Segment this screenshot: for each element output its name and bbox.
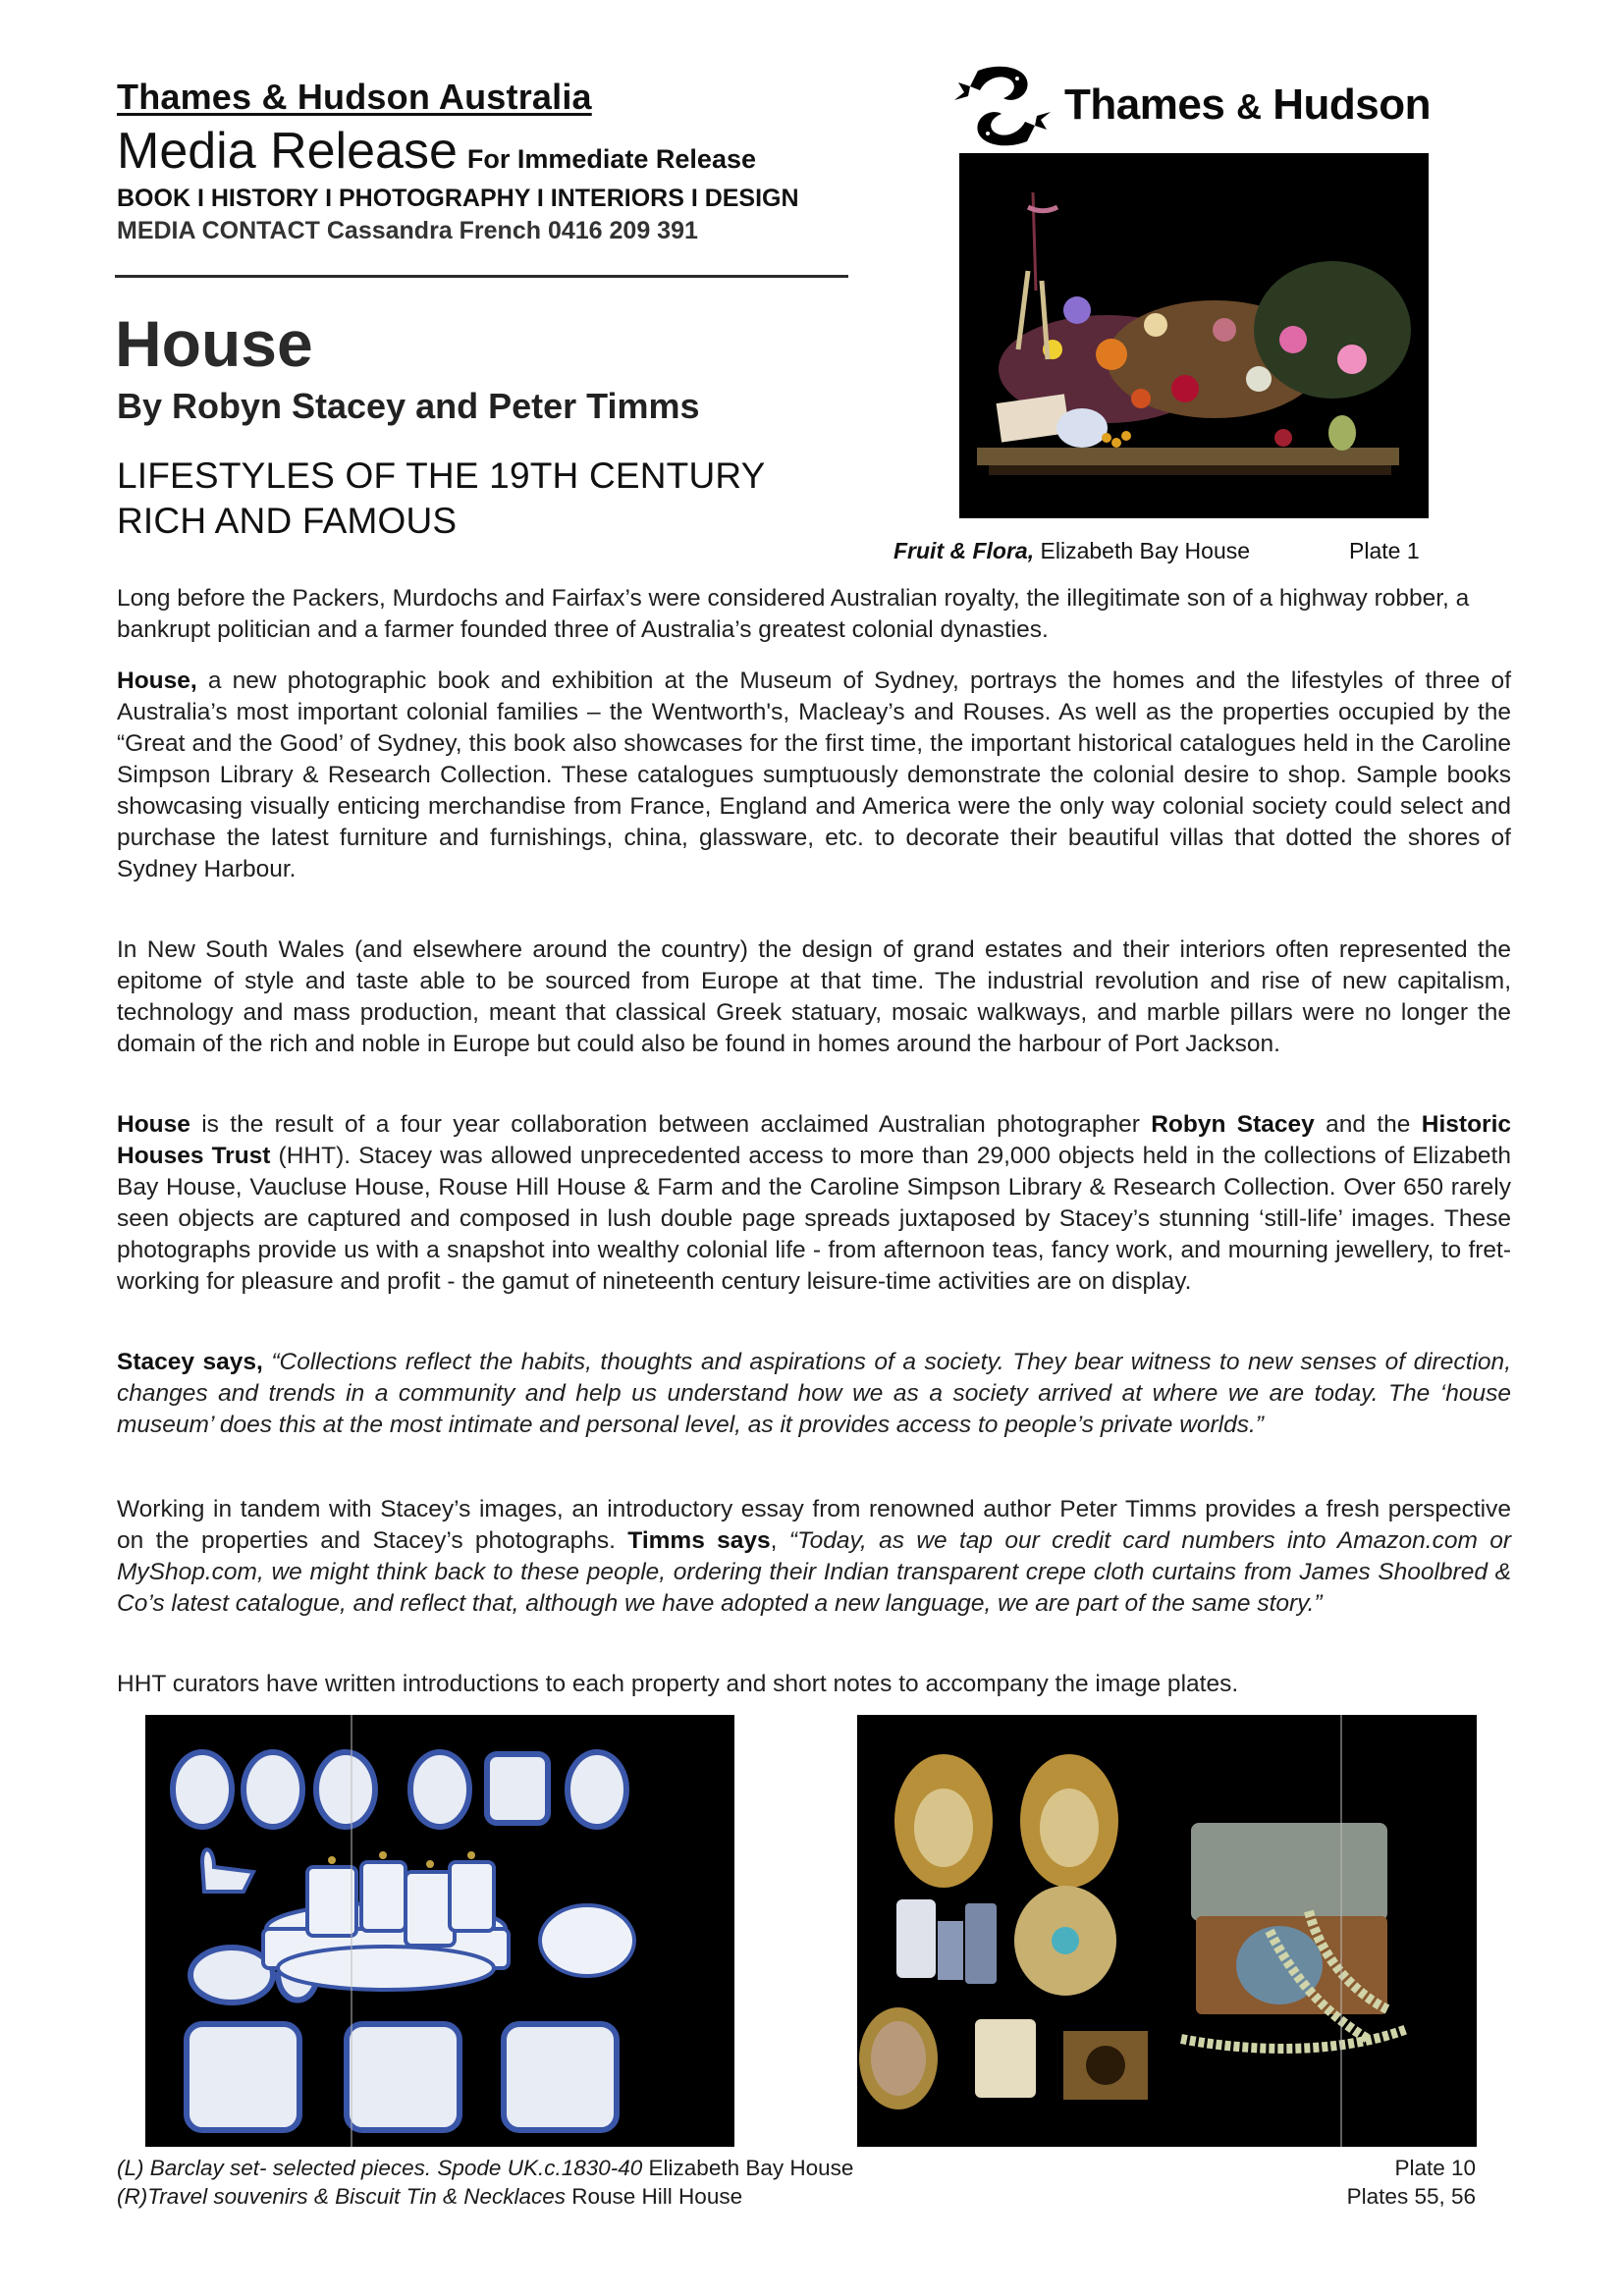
fruit-and-flora-photo xyxy=(959,153,1429,518)
plate-number: Plate 10 xyxy=(1394,2156,1476,2180)
release-heading xyxy=(117,122,756,181)
biscuit-tin-necklaces-image xyxy=(857,1715,1477,2147)
organization-title: Thames & Hudson Australia xyxy=(117,77,592,117)
header-divider xyxy=(115,275,848,278)
travel-souvenirs-photo xyxy=(857,1715,1477,2147)
bottom-captions xyxy=(117,2156,1476,2213)
right-image-caption: (R)Travel souvenirs & Biscuit Tin & Necklaces Rouse Hill House Plates 55, 56 xyxy=(117,2184,1476,2209)
book-authors: By Robyn Stacey and Peter Timms xyxy=(117,386,700,426)
still-life-flowers-image xyxy=(959,153,1429,518)
book-title: House xyxy=(115,307,313,380)
plate-number: Plates 55, 56 xyxy=(1346,2184,1476,2209)
plate-number: Plate 1 xyxy=(1349,538,1420,563)
left-image-caption: (L) Barclay set- selected pieces. Spode UK.c.1830-40 Elizabeth Bay House Plate 10 xyxy=(117,2156,1476,2180)
media-contact: MEDIA CONTACT Cassandra French 0416 209 391 xyxy=(117,217,698,244)
logo-wordmark: Thames & Hudson xyxy=(1064,80,1431,129)
book-description-paragraph: House, a new photographic book and exhibition at the Museum of Sydney, portrays the homes and the lifestyles of three of Australia’s most important colonial families – the Wentworth's, Macleay’s and Rouses. As well as the properties occupied by the “Great and the Good’ of Sydney, this book also showcases for the first time, the important historical catalogues held in the Caroline Simpson Library & Research Collection. These catalogues sumptuously demonstrate the colonial desire to shop. Sample books showcasing visually enticing merchandise from France, England and America were the only way colonial society could select and purchase the latest furniture and furnishings, china, glassware, etc. to decorate their beautiful villas that dotted the shores of Sydney Harbour. xyxy=(117,667,1511,882)
barclay-set-photo xyxy=(145,1715,734,2147)
book-tagline: LIFESTYLES OF THE 19TH CENTURY RICH AND FAMOUS xyxy=(117,455,766,541)
collaboration-paragraph: House is the result of a four year collaboration between acclaimed Australian photographer Robyn Stacey and the Historic Houses Trust (HHT). Stacey was allowed unprecedented access to more than 29,000 objects held in the collections of Elizabeth Bay House, Vaucluse House, Rouse Hill House & Farm and the Caroline Simpson Library & Research Collection. Over 650 rarely seen objects are captured and composed in lush double page spreads juxtaposed by Stacey’s stunning ‘still-life’ images. These photographs provide us with a snapshot into wealthy colonial life - from afternoon teas, fancy work, and mourning jewellery, to fret-working for pleasure and profit - the gamut of nineteenth century leisure-time activities are on display. xyxy=(117,1111,1511,1295)
doc-type: Media Release xyxy=(117,123,458,180)
stacey-quote-paragraph: Stacey says, “Collections reflect the habits, thoughts and aspirations of a society. They bear witness to new senses of direction, changes and trends in a community and help us understand how we as a society arrived at where we are today. The ‘house museum’ does this at the most intimate and personal level, as it provides access to people’s private worlds.” xyxy=(117,1349,1511,1438)
porcelain-set-image xyxy=(145,1715,734,2147)
release-note: For Immediate Release xyxy=(466,144,757,174)
nsw-context-paragraph: In New South Wales (and elsewhere around the country) the design of grand estates and their interiors often represented the epitome of style and taste able to be sourced from Europe at that time. The industrial revolution and rise of new capitalism, technology and mass production, meant that classical Greek statuary, mosaic walkways, and marble pillars were no longer the domain of the rich and noble in Europe but could also be found in homes around the harbour of Port Jackson. xyxy=(117,936,1511,1057)
twin-dolphins-icon xyxy=(948,61,1056,151)
category-list: BOOK I HISTORY I PHOTOGRAPHY I INTERIORS I DESIGN xyxy=(117,185,799,212)
timms-quote-paragraph: Working in tandem with Stacey’s images, an introductory essay from renowned author Peter Timms provides a fresh perspective on the properties and Stacey’s photographs. Timms says, “Today, as we tap our credit card numbers into Amazon.com or MyShop.com, we might think back to these people, ordering their Indian transparent crepe cloth curtains from James Shoolbred & Co’s latest catalogue, and reflect that, although we have adopted a new language, we are part of the same story.” xyxy=(117,1496,1511,1617)
publisher-logo xyxy=(948,61,1430,151)
plate-1-caption: Fruit & Flora, Elizabeth Bay House Plate 1 xyxy=(893,538,1420,563)
curators-paragraph: HHT curators have written introductions to each property and short notes to accompany the image plates. xyxy=(117,1671,1239,1697)
intro-paragraph: Long before the Packers, Murdochs and Fairfax’s were considered Australian royalty, the illegitimate son of a highway robber, a bankrupt politician and a farmer founded three of Australia’s greatest colonial dynasties. xyxy=(117,585,1470,643)
